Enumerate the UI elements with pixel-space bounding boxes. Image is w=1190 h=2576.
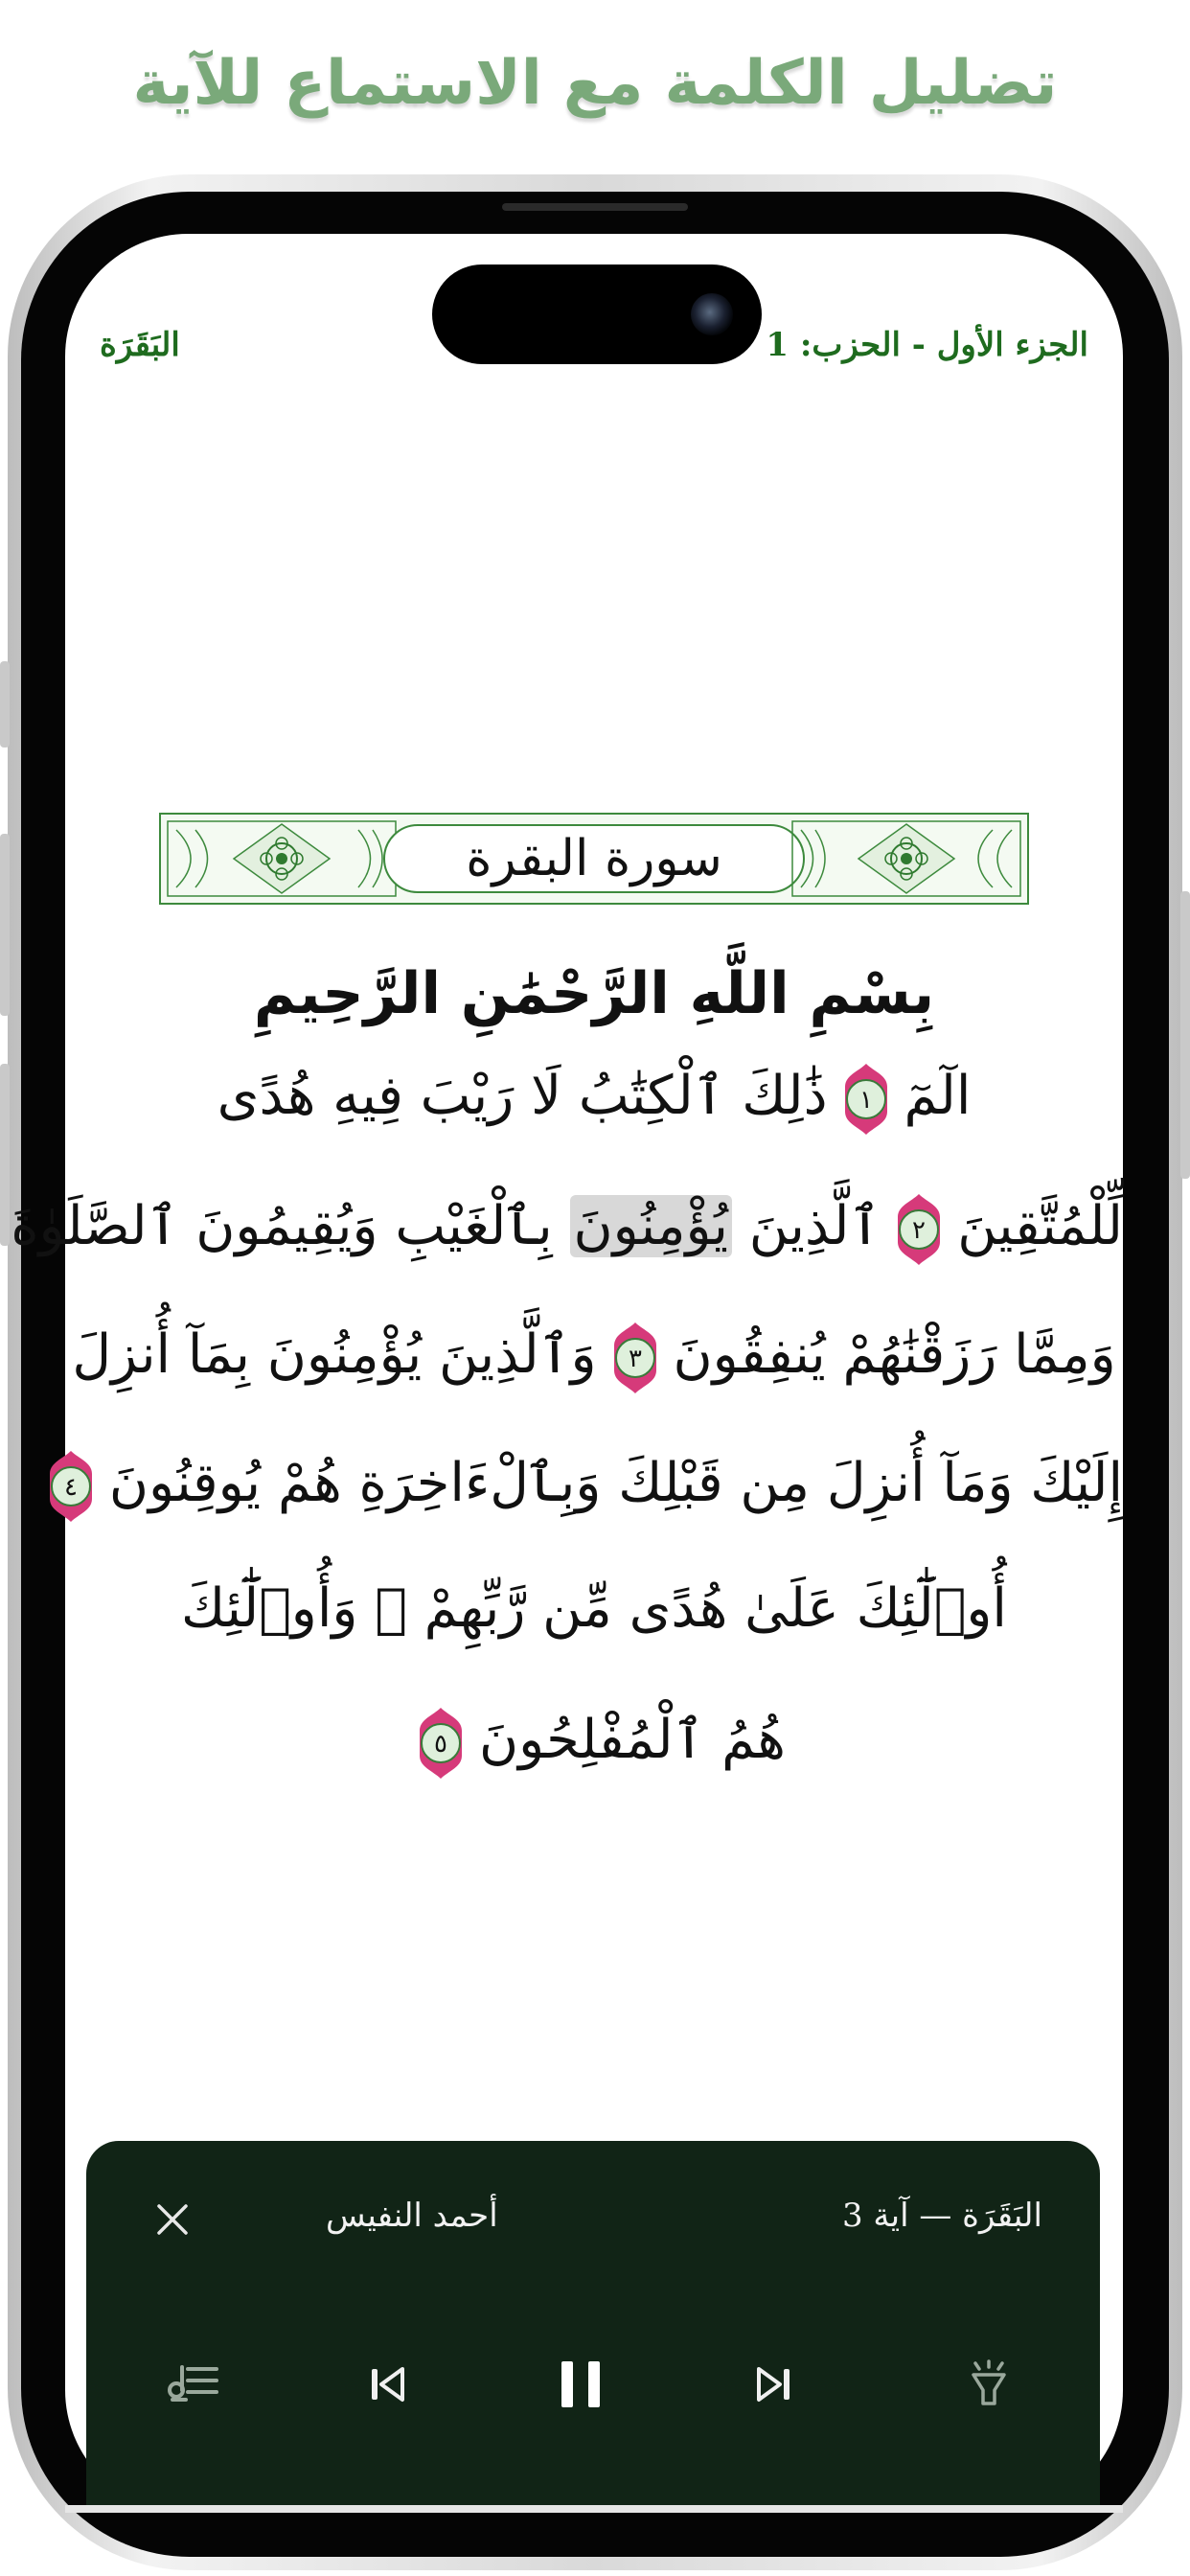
playlist-icon[interactable]	[155, 2346, 232, 2423]
surah-banner	[159, 813, 1029, 905]
ayah-number: ٢	[912, 1216, 927, 1245]
ayah-text[interactable]: ٱلَّذِينَ	[748, 1195, 881, 1258]
banner-ornament-left	[167, 820, 397, 897]
now-playing-ayah: البَقَرَة — آية 3	[841, 2196, 1042, 2235]
juz-hizb-header[interactable]: الجزء الأول - الحزب: 1	[766, 326, 1088, 364]
surah-title: سورة البقرة	[383, 824, 805, 893]
ayah-text[interactable]: وَٱلَّذِينَ يُؤْمِنُونَ بِمَآ أُنزِلَ	[72, 1323, 597, 1387]
pause-icon[interactable]	[542, 2346, 619, 2423]
page-bottom-edge	[65, 2505, 1123, 2513]
surah-name-header[interactable]: البَقَرَة	[100, 326, 180, 364]
volume-down-button	[0, 1064, 10, 1246]
quran-line-1	[65, 1062, 1123, 1137]
ayah-number-marker[interactable]	[414, 1706, 468, 1781]
close-icon[interactable]	[144, 2191, 201, 2248]
ayah-number-marker[interactable]	[839, 1062, 893, 1137]
power-button	[1180, 891, 1190, 1179]
quran-line-4	[65, 1449, 1123, 1524]
app-screen	[11, 234, 1123, 2513]
lamp-icon[interactable]	[950, 2346, 1027, 2423]
ayah-text[interactable]: أُو۟لَٰٓئِكَ عَلَىٰ هُدًى مِّن رَّبِّهِمْ ۖ وَأُو۟لَٰٓئِكَ	[181, 1577, 1007, 1640]
dynamic-island	[432, 264, 762, 364]
highlighted-word[interactable]: يُؤْمِنُونَ	[570, 1195, 732, 1257]
ayah-number-marker[interactable]	[608, 1321, 662, 1395]
ayah-number: ٤	[63, 1473, 78, 1502]
promo-headline: تضليل الكلمة مع الاستماع للآية	[132, 48, 1058, 119]
ayah-text[interactable]: إِلَيْكَ وَمَآ أُنزِلَ مِن قَبْلِكَ وَبِٱلْءَاخِرَةِ هُمْ يُوقِنُونَ	[108, 1452, 1123, 1515]
camera-lens	[691, 293, 733, 335]
ayah-number: ٥	[434, 1730, 448, 1759]
ayah-text[interactable]: الٓمٓ	[904, 1065, 972, 1128]
ayah-text[interactable]: بِٱلْغَيْبِ وَيُقِيمُونَ ٱلصَّلَوٰةَ	[11, 1195, 553, 1258]
ayah-number-marker[interactable]	[44, 1449, 98, 1524]
quran-line-2	[11, 1192, 1123, 1267]
quran-line-6	[65, 1706, 1123, 1781]
quran-line-5	[65, 1577, 1123, 1640]
skip-next-icon[interactable]	[736, 2346, 812, 2423]
ayah-number: ٣	[628, 1345, 642, 1373]
ayah-text[interactable]: هُمُ ٱلْمُفْلِحُونَ	[479, 1709, 786, 1772]
ayah-number-marker[interactable]	[892, 1192, 946, 1267]
quran-line-3	[65, 1321, 1123, 1395]
basmala: بِسْمِ اللَّهِ الرَّحْمَٰنِ الرَّحِيمِ	[253, 960, 935, 1027]
earpiece	[502, 203, 688, 211]
mute-switch	[0, 661, 10, 748]
ayah-text[interactable]: وَمِمَّا رَزَقْنَٰهُمْ يُنفِقُونَ	[673, 1323, 1116, 1387]
ayah-number: ١	[858, 1086, 873, 1115]
ayah-text[interactable]: ذَٰلِكَ ٱلْكِتَٰبُ لَا رَيْبَ فِيهِ هُدًى	[217, 1065, 828, 1128]
ayah-text[interactable]: لِّلْمُتَّقِينَ	[957, 1195, 1123, 1258]
audio-player	[86, 2141, 1100, 2513]
banner-ornament-right	[791, 820, 1021, 897]
reciter-name[interactable]: أحمد النفيس	[326, 2196, 498, 2235]
skip-previous-icon[interactable]	[349, 2346, 425, 2423]
volume-up-button	[0, 834, 10, 1016]
